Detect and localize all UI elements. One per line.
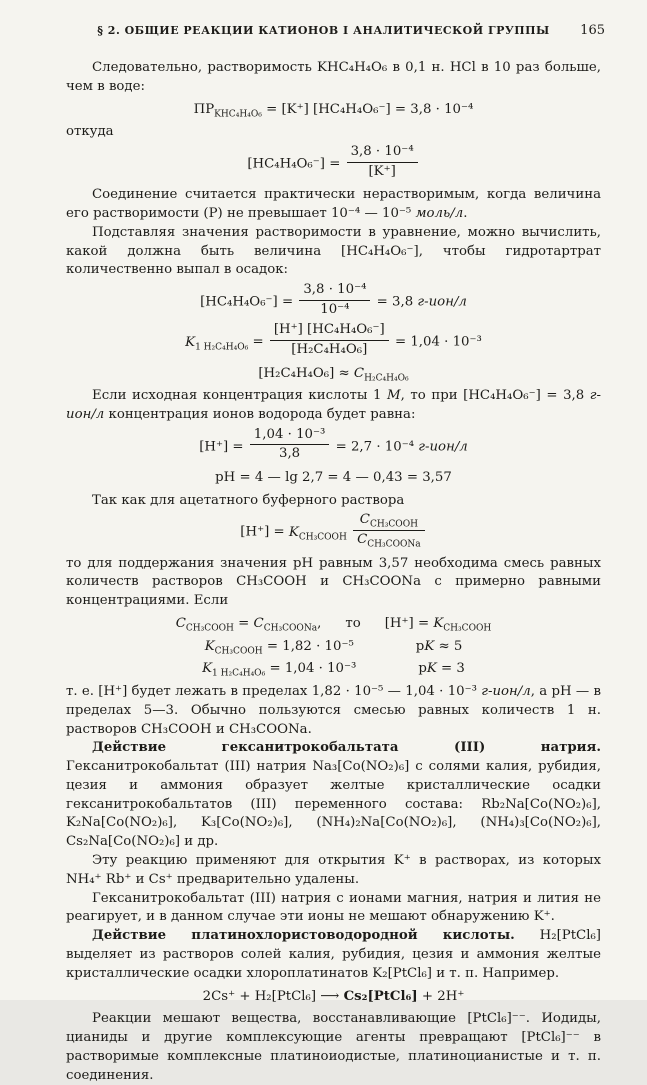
- paragraph: [66, 555, 601, 611]
- text-run: = 1,04 · 10⁻³: [390, 335, 482, 351]
- paragraph: [66, 852, 601, 890]
- symbol-base: K: [204, 638, 215, 654]
- symbol-base: C: [253, 616, 264, 632]
- fraction-denominator: [347, 163, 418, 181]
- text-run: Следовательно, растворимость KHC₄H₄O₆ в 0,1 н. HCl в 10 раз больше, чем в воде:: [66, 60, 601, 94]
- symbol-subscript: KHC₄H₄O₆: [214, 109, 262, 120]
- text-run: г-ион/л: [418, 439, 468, 455]
- text-run: ≈ 5: [434, 638, 463, 654]
- fraction-denominator: [353, 531, 425, 549]
- fraction-numerator: [347, 144, 418, 163]
- fraction-numerator: [270, 322, 389, 341]
- symbol-subscript: 1 H₂C₄H₄O₆: [195, 342, 249, 353]
- text-run: = 2,7 · 10⁻⁴: [331, 439, 419, 455]
- text-run: концентрация ионов водорода будет равна:: [104, 407, 416, 423]
- text-run: Гексанитрокобальтат (III) натрия Na₃[Co(NO₂)₆] с солями калия, рубидия, цезия и аммония образует желтые кристаллические осадки гексанитрокобальтатов (III) переменного состава: Rb₂Na[Co(NO₂)₆], K₂Na[Co(NO₂)₆], K₃[Co(NO₂)₆], (NH₄)₂Na[Co(NO₂)₆], (NH₄)₃[Co(NO₂)₆], Cs₂Na[Co(NO₂)₆] и др.: [66, 759, 601, 850]
- symbol-base: C: [353, 365, 365, 381]
- text-run: =: [233, 616, 254, 632]
- text-run: [H⁺] =: [199, 439, 248, 455]
- symbol-base: C: [357, 532, 368, 548]
- text-run: 1,04 · 10⁻³: [253, 426, 326, 442]
- text-run: Действие платинохлористоводородной кислоты.: [92, 928, 515, 944]
- text-run: 3,8 · 10⁻⁴: [303, 282, 367, 298]
- paragraph: [66, 387, 601, 425]
- symbol-with-subscript: [253, 616, 318, 634]
- text-run: [H⁺] =: [240, 525, 289, 541]
- symbol-subscript: CH₃COOH: [369, 520, 418, 531]
- fraction-denominator: [299, 301, 370, 319]
- symbol-base: ПР: [193, 101, 215, 117]
- text-run: Реакции мешают вещества, восстанавливающие [PtCl₆]⁻⁻. Иодиды, цианиды и другие комплексующие агенты превращают [PtCl₆]⁻⁻ в растворимые комплексные платиноиодистые, платиноцианистые и т. п. соединения.: [66, 1011, 601, 1083]
- text-run: Действие гексанитрокобальтата (III) натрия.: [92, 740, 601, 756]
- symbol-with-subscript: [353, 365, 409, 384]
- equation: [66, 324, 601, 360]
- paragraph: [66, 492, 601, 511]
- symbol-subscript: H₂C₄H₄O₆: [364, 373, 409, 384]
- text-run: [H₂C₄H₄O₆] ≈: [258, 365, 354, 381]
- text-run: Cs₂[PtCl₆]: [343, 988, 418, 1004]
- page-content: [66, 59, 601, 1085]
- text-run: , а pH — в пределах 5—3. Обычно пользуются смесью равных количеств 1 н. растворов CH₃COOH и CH₃COONa.: [66, 683, 601, 737]
- symbol-with-subscript: [288, 525, 347, 543]
- symbol-subscript: CH₃COOH: [443, 623, 492, 634]
- text-run: = [K⁺] [HC₄H₄O₆⁻] = 3,8 · 10⁻⁴: [261, 101, 474, 117]
- symbol-subscript: CH₃COONa: [263, 623, 318, 634]
- text-run: г-ион/л: [481, 683, 531, 699]
- equation: [66, 284, 601, 320]
- symbol-base: K: [288, 525, 299, 541]
- paragraph: [66, 739, 601, 852]
- text-run: Так как для ацетатного буферного раствора: [92, 492, 405, 508]
- text-run: Подставляя значения растворимости в уравнение, можно вычислить, какой должна быть величина [HC₄H₄O₆⁻], чтобы гидротартрат количественно выпал в осадок:: [66, 224, 601, 278]
- text-run: моль/л: [415, 206, 464, 222]
- fraction: [353, 512, 425, 548]
- text-run: [H⁺] [HC₄H₄O₆⁻]: [273, 322, 385, 338]
- text-run: = 1,04 · 10⁻³: [265, 661, 357, 677]
- text-run: .: [463, 206, 468, 222]
- paragraph: [66, 123, 601, 142]
- text-run: [H₂C₄H₄O₆]: [291, 342, 368, 358]
- page-number: 165: [580, 23, 605, 38]
- paragraph: [66, 927, 601, 983]
- text-run: = 3,8: [372, 294, 418, 310]
- text-run: =: [248, 335, 268, 351]
- text-run: ,: [317, 616, 322, 632]
- text-run: H₂[PtCl₆] выделяет из растворов солей калия, рубидия, цезия и аммония желтые кристаллические осадки хлороплатинатов K₂[PtCl₆] и т. п. Например.: [66, 928, 601, 981]
- symbol-with-subscript: [357, 532, 421, 550]
- text-run: М: [387, 388, 401, 404]
- symbol-with-subscript: [185, 335, 249, 353]
- symbol-base: K: [433, 616, 444, 632]
- paragraph: [66, 224, 601, 280]
- paragraph: [66, 59, 601, 97]
- fraction: [347, 144, 418, 180]
- paragraph: [66, 1010, 601, 1085]
- symbol-with-subscript: [193, 101, 262, 120]
- text-run: то для поддержания значения pH равным 3,57 необходима смесь равных количеств растворов CH₃COOH и CH₃COONa с примерно равными концентрациями. Если: [66, 555, 601, 609]
- text-run: [HC₄H₄O₆⁻] =: [247, 156, 345, 172]
- fraction-numerator: [353, 512, 425, 531]
- text-run: Соединение считается практически нерастворимым, когда величина его растворимости (Р) не превышает 10⁻⁴ — 10⁻⁵: [66, 187, 601, 222]
- text-run: [K⁺]: [368, 163, 396, 179]
- symbol-subscript: CH₃COONa: [367, 539, 421, 550]
- text-run: = 3: [436, 661, 465, 677]
- text-run: г-ион/л: [66, 388, 601, 423]
- symbol-base: K: [185, 335, 196, 351]
- text-run: Гексанитрокобальтат (III) натрия с ионами магния, натрия и лития не реагирует, и в данном случае эти ионы не мешают обнаружению K⁺.: [66, 890, 601, 925]
- fraction: [299, 282, 370, 318]
- text-run: = 1,82 · 10⁻⁵: [262, 638, 354, 654]
- equation: [66, 426, 601, 465]
- text-run: p: [418, 661, 427, 677]
- equation: [66, 101, 601, 120]
- section-title: § 2. ОБЩИЕ РЕАКЦИИ КАТИОНОВ I АНАЛИТИЧЕСКОЙ ГРУППЫ: [97, 24, 550, 37]
- text-run: [H⁺] =: [384, 616, 434, 632]
- symbol-with-subscript: [202, 661, 266, 679]
- fraction: [270, 322, 389, 358]
- symbol-subscript: 1 H₂C₄H₄O₆: [212, 668, 266, 679]
- equation: [66, 514, 601, 550]
- text-run: откуда: [66, 124, 114, 140]
- text-run: [HC₄H₄O₆⁻] =: [200, 294, 298, 310]
- text-run: то: [345, 616, 361, 632]
- symbol-with-subscript: [433, 616, 492, 634]
- text-run: 2Cs⁺ + H₂[PtCl₆]: [202, 988, 321, 1004]
- text-run: 10⁻⁴: [320, 301, 350, 317]
- equation: [66, 146, 601, 182]
- equation: [66, 660, 601, 679]
- symbol-base: K: [202, 661, 213, 677]
- text-run: г-ион/л: [417, 294, 467, 310]
- paragraph: [66, 890, 601, 928]
- paragraph: [66, 683, 601, 739]
- text-run: K: [424, 638, 435, 654]
- text-run: p: [415, 638, 425, 654]
- text-run: pH = 4 — lg 2,7 = 4 — 0,43 = 3,57: [215, 470, 452, 486]
- equation: [66, 988, 601, 1007]
- text-run: 3,8 · 10⁻⁴: [350, 144, 414, 159]
- fraction-denominator: [250, 445, 330, 463]
- symbol-with-subscript: [359, 512, 418, 531]
- fraction-denominator: [270, 341, 389, 359]
- paragraph: [66, 186, 601, 224]
- symbol-subscript: CH₃COOH: [185, 623, 234, 634]
- equation: [66, 615, 601, 634]
- text-run: , то при [HC₄H₄O₆⁻] = 3,8: [400, 388, 590, 404]
- text-run: + 2H⁺: [417, 988, 465, 1004]
- equation: [66, 365, 601, 384]
- symbol-subscript: CH₃COOH: [298, 532, 347, 543]
- text-run: ⟶: [320, 988, 340, 1004]
- text-run: K: [426, 661, 437, 677]
- text-run: т. е. [H⁺] будет лежать в пределах 1,82 · 10⁻⁵ — 1,04 · 10⁻³: [66, 683, 482, 699]
- text-run: [347, 525, 351, 540]
- fraction-numerator: [250, 427, 330, 446]
- text-run: Эту реакцию применяют для открытия K⁺ в растворах, из которых NH₄⁺ Rb⁺ и Cs⁺ предварительно удалены.: [66, 853, 601, 887]
- symbol-base: C: [359, 512, 370, 528]
- symbol-with-subscript: [175, 616, 234, 634]
- symbol-base: C: [175, 616, 186, 632]
- text-run: Если исходная концентрация кислоты 1: [92, 388, 387, 404]
- text-run: 3,8: [279, 446, 301, 462]
- symbol-subscript: CH₃COOH: [214, 646, 263, 657]
- symbol-with-subscript: [204, 638, 263, 657]
- fraction-numerator: [299, 282, 370, 301]
- equation: [66, 638, 601, 657]
- equation: [66, 469, 601, 488]
- fraction: [250, 427, 330, 463]
- page-header: [0, 24, 647, 42]
